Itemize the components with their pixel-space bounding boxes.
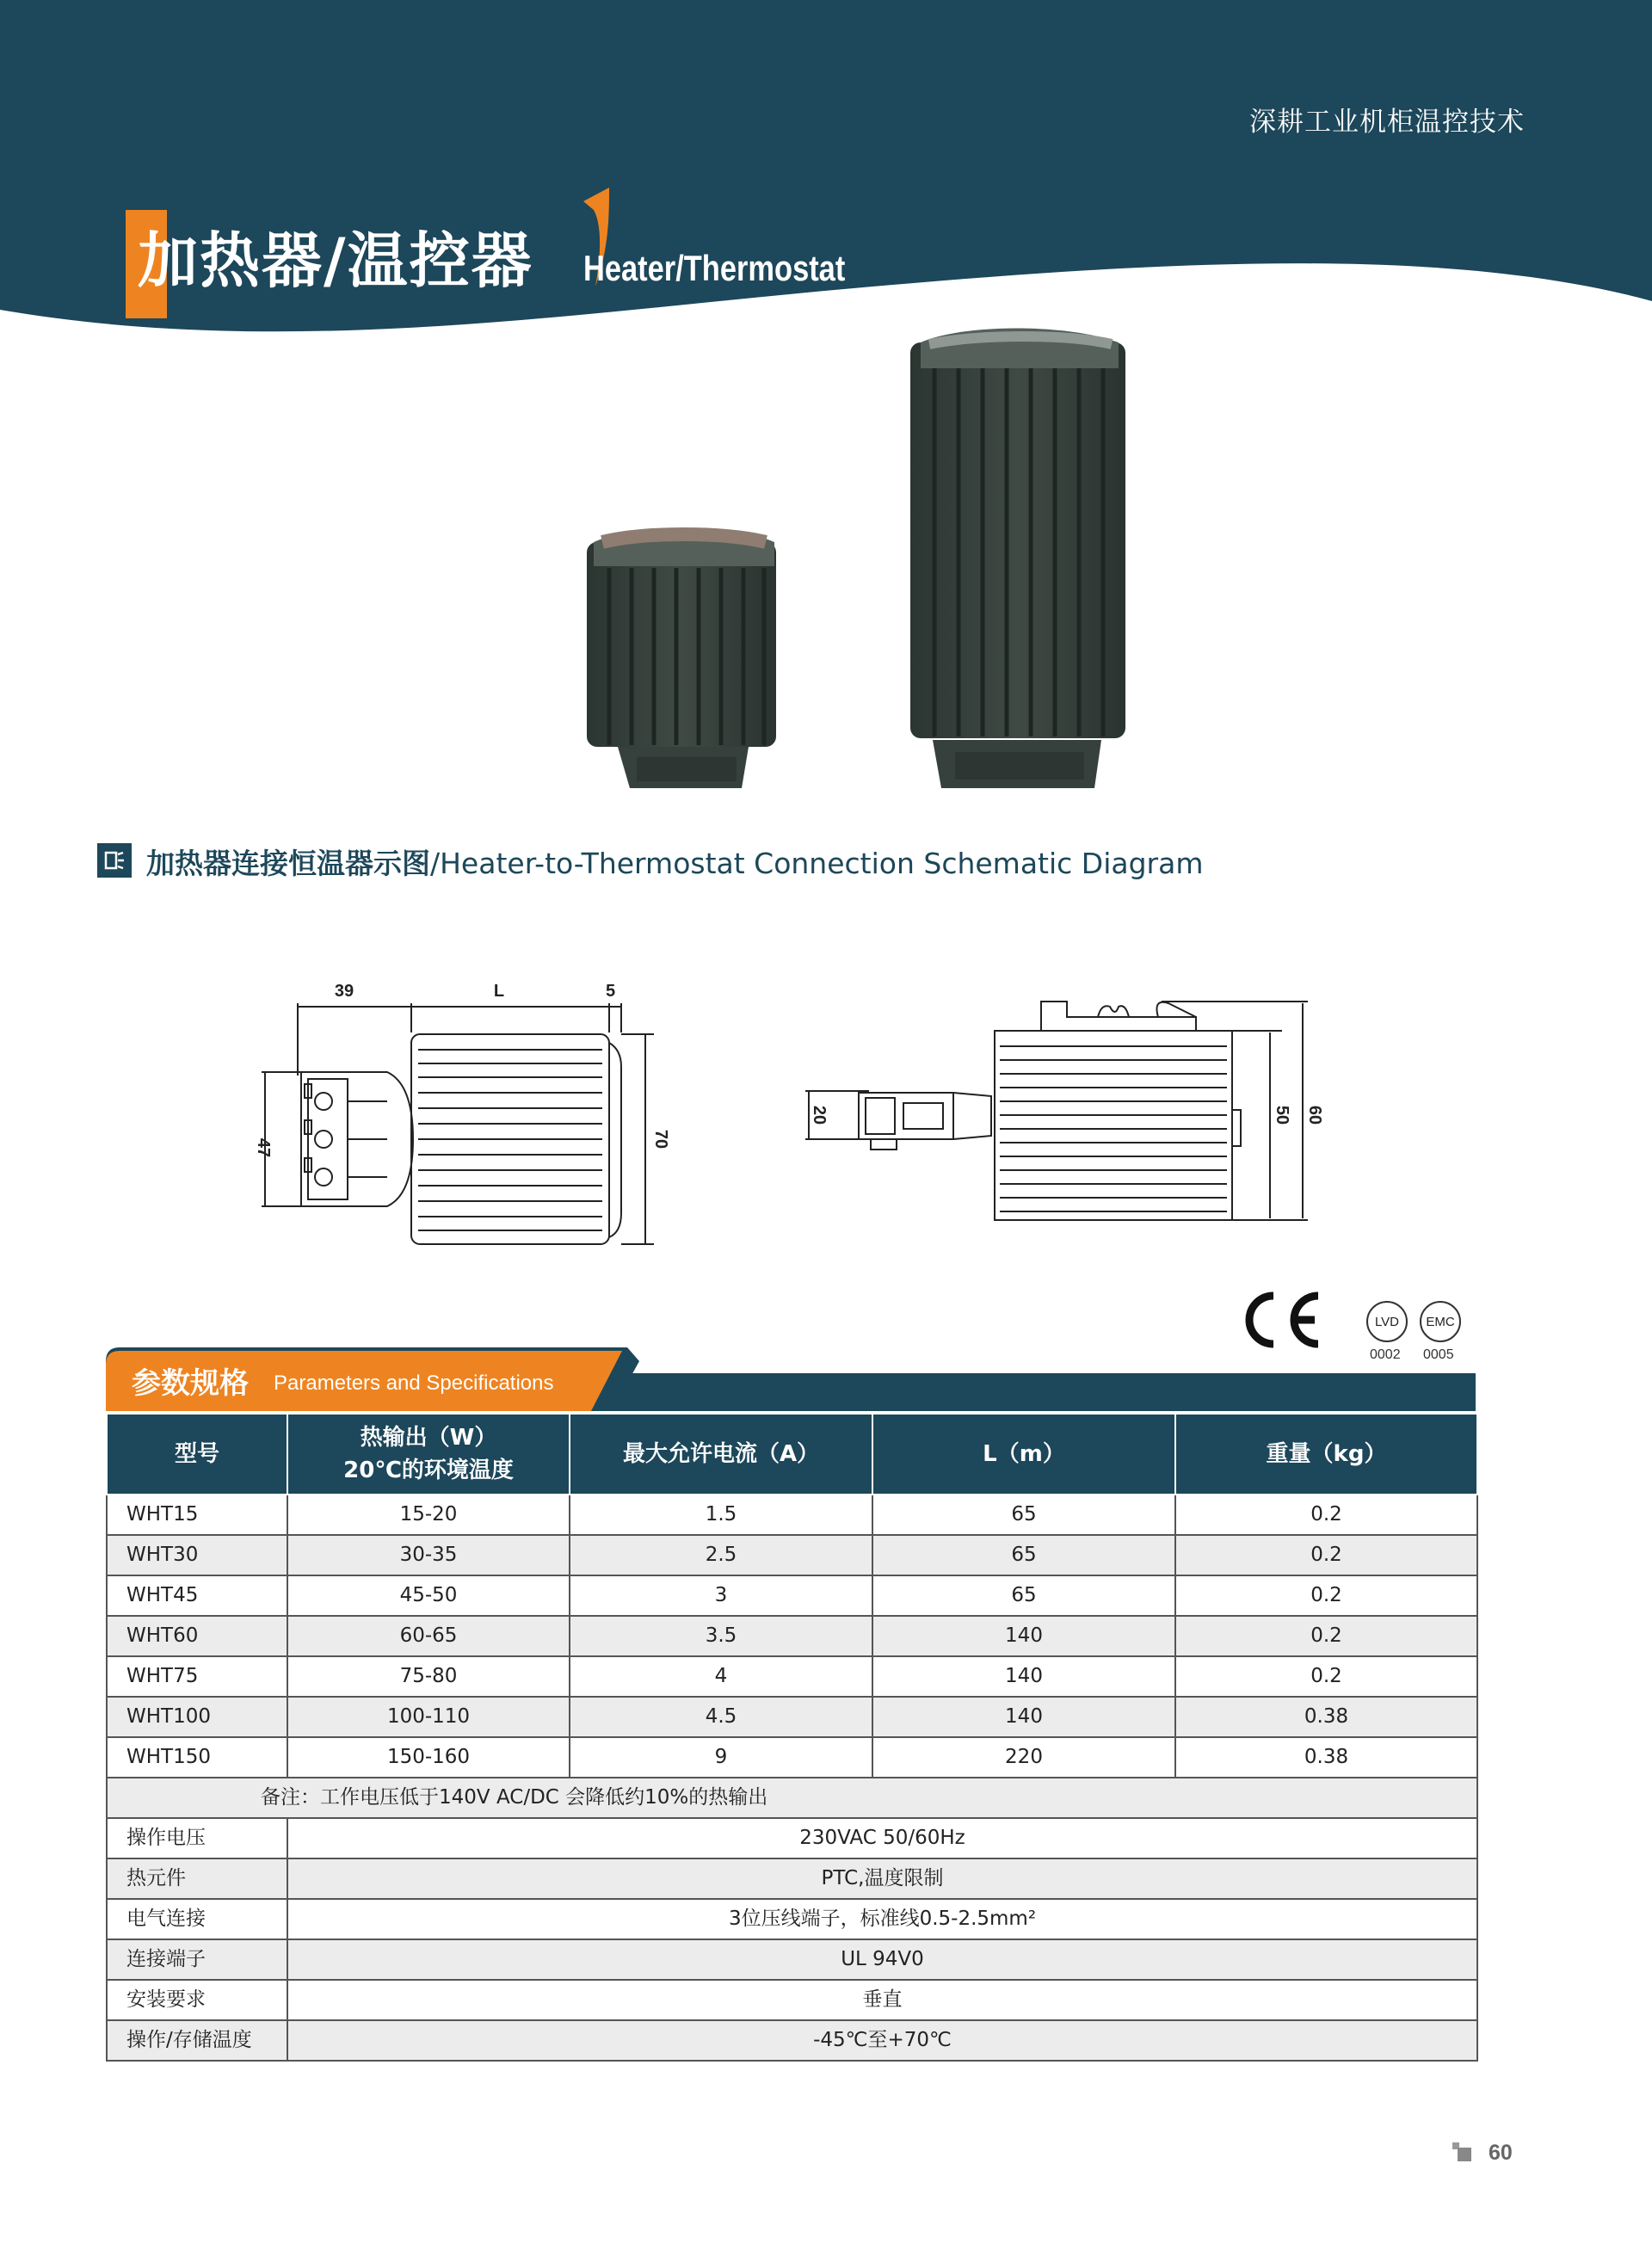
large-heater-image — [910, 329, 1125, 789]
section-heading-icon — [97, 843, 132, 878]
page-number-icon — [1452, 2142, 1471, 2161]
lvd-cert-badge: LVD — [1366, 1301, 1408, 1342]
prop-value: 垂直 — [287, 1980, 1477, 2020]
cell-output: 45-50 — [287, 1575, 570, 1616]
cell-current: 4.5 — [570, 1697, 872, 1737]
prop-label: 电气连接 — [107, 1899, 287, 1939]
cell-weight: 0.2 — [1175, 1535, 1477, 1575]
cell-current: 3.5 — [570, 1616, 872, 1656]
prop-row — [107, 1818, 1477, 1858]
cell-model: WHT75 — [107, 1656, 287, 1697]
prop-row — [107, 2020, 1477, 2061]
cell-weight: 0.2 — [1175, 1616, 1477, 1656]
prop-row — [107, 1980, 1477, 2020]
col-length: L（m） — [872, 1414, 1175, 1495]
prop-label: 操作电压 — [107, 1818, 287, 1858]
cell-length: 140 — [872, 1616, 1175, 1656]
cell-model: WHT150 — [107, 1737, 287, 1778]
cell-current: 1.5 — [570, 1495, 872, 1535]
col-model: 型号 — [107, 1414, 287, 1495]
prop-row — [107, 1939, 1477, 1980]
schematic-section-title — [146, 841, 1203, 882]
table-row — [107, 1495, 1477, 1535]
prop-value: UL 94V0 — [287, 1939, 1477, 1980]
table-row — [107, 1737, 1477, 1778]
cell-output: 75-80 — [287, 1656, 570, 1697]
table-note: 备注：工作电压低于140V AC/DC 会降低约10%的热输出 — [107, 1778, 1477, 1818]
dim-70: 70 — [651, 1129, 670, 1150]
col-output-line2: 20℃的环境温度 — [343, 1458, 514, 1483]
prop-value: 230VAC 50/60Hz — [287, 1818, 1477, 1858]
cell-weight: 0.2 — [1175, 1575, 1477, 1616]
cell-output: 100-110 — [287, 1697, 570, 1737]
prop-label: 操作/存储温度 — [107, 2020, 287, 2061]
cell-weight: 0.38 — [1175, 1697, 1477, 1737]
cell-current: 3 — [570, 1575, 872, 1616]
cell-length: 140 — [872, 1656, 1175, 1697]
prop-row — [107, 1858, 1477, 1899]
dim-l: L — [493, 982, 505, 1001]
small-heater-image — [587, 528, 776, 789]
schematic-title-en: /Heater-to-Thermostat Connection Schematic Diagram — [430, 847, 1204, 880]
prop-value: 3位压线端子，标准线0.5-2.5mm² — [287, 1899, 1477, 1939]
cell-weight: 0.2 — [1175, 1656, 1477, 1697]
dim-5: 5 — [606, 982, 616, 1001]
dim-20: 20 — [810, 1105, 829, 1125]
prop-label: 安装要求 — [107, 1980, 287, 2020]
cell-output: 150-160 — [287, 1737, 570, 1778]
prop-label: 热元件 — [107, 1858, 287, 1899]
page-title-en: Heater/Thermostat — [583, 248, 846, 288]
connection-schematic-drawing — [250, 964, 1351, 1273]
table-row — [107, 1656, 1477, 1697]
cell-length: 220 — [872, 1737, 1175, 1778]
cell-length: 65 — [872, 1535, 1175, 1575]
cell-weight: 0.38 — [1175, 1737, 1477, 1778]
ce-mark — [1239, 1278, 1325, 1349]
spec-title-en: Parameters and Specifications — [274, 1371, 554, 1395]
cell-length: 65 — [872, 1575, 1175, 1616]
table-row — [107, 1575, 1477, 1616]
header-banner — [0, 0, 1652, 361]
spec-title-cn: 参数规格 — [132, 1366, 249, 1401]
note-row — [107, 1778, 1477, 1818]
cell-model: WHT60 — [107, 1616, 287, 1656]
dim-47: 47 — [254, 1137, 273, 1158]
dim-50: 50 — [1273, 1105, 1291, 1125]
ce-mark-label: CE — [1239, 1278, 1258, 1294]
dim-39: 39 — [334, 982, 354, 1001]
table-row — [107, 1616, 1477, 1656]
cell-length: 140 — [872, 1697, 1175, 1737]
cell-model: WHT100 — [107, 1697, 287, 1737]
cell-current: 4 — [570, 1656, 872, 1697]
prop-value: -45℃至+70℃ — [287, 2020, 1477, 2061]
cell-weight: 0.2 — [1175, 1495, 1477, 1535]
product-photos — [516, 317, 1170, 798]
col-output-line1: 热输出（W） — [360, 1425, 497, 1451]
lvd-cert-code: 0002 — [1370, 1347, 1401, 1362]
schematic-title-cn: 加热器连接恒温器示图 — [146, 847, 430, 880]
cell-model: WHT45 — [107, 1575, 287, 1616]
prop-value: PTC,温度限制 — [287, 1858, 1477, 1899]
cell-current: 2.5 — [570, 1535, 872, 1575]
cell-output: 60-65 — [287, 1616, 570, 1656]
table-row — [107, 1535, 1477, 1575]
spec-table — [106, 1413, 1478, 2062]
dim-60: 60 — [1305, 1105, 1324, 1125]
emc-cert-code: 0005 — [1423, 1347, 1454, 1362]
side-view — [805, 1002, 1308, 1220]
cell-length: 65 — [872, 1495, 1175, 1535]
col-current: 最大允许电流（A） — [570, 1414, 872, 1495]
cell-output: 30-35 — [287, 1535, 570, 1575]
page-number: 60 — [1489, 2141, 1513, 2165]
emc-cert-badge: EMC — [1420, 1301, 1461, 1342]
prop-row — [107, 1899, 1477, 1939]
cell-current: 9 — [570, 1737, 872, 1778]
cell-model: WHT30 — [107, 1535, 287, 1575]
col-output — [287, 1414, 570, 1495]
front-view — [262, 1003, 654, 1244]
cell-output: 15-20 — [287, 1495, 570, 1535]
table-header-row — [107, 1414, 1477, 1495]
cell-model: WHT15 — [107, 1495, 287, 1535]
prop-label: 连接端子 — [107, 1939, 287, 1980]
table-row — [107, 1697, 1477, 1737]
page-title-cn: 加热器/温控器 — [138, 225, 533, 296]
company-slogan: 深耕工业机柜温控技术 — [1249, 107, 1525, 138]
col-weight: 重量（kg） — [1175, 1414, 1477, 1495]
